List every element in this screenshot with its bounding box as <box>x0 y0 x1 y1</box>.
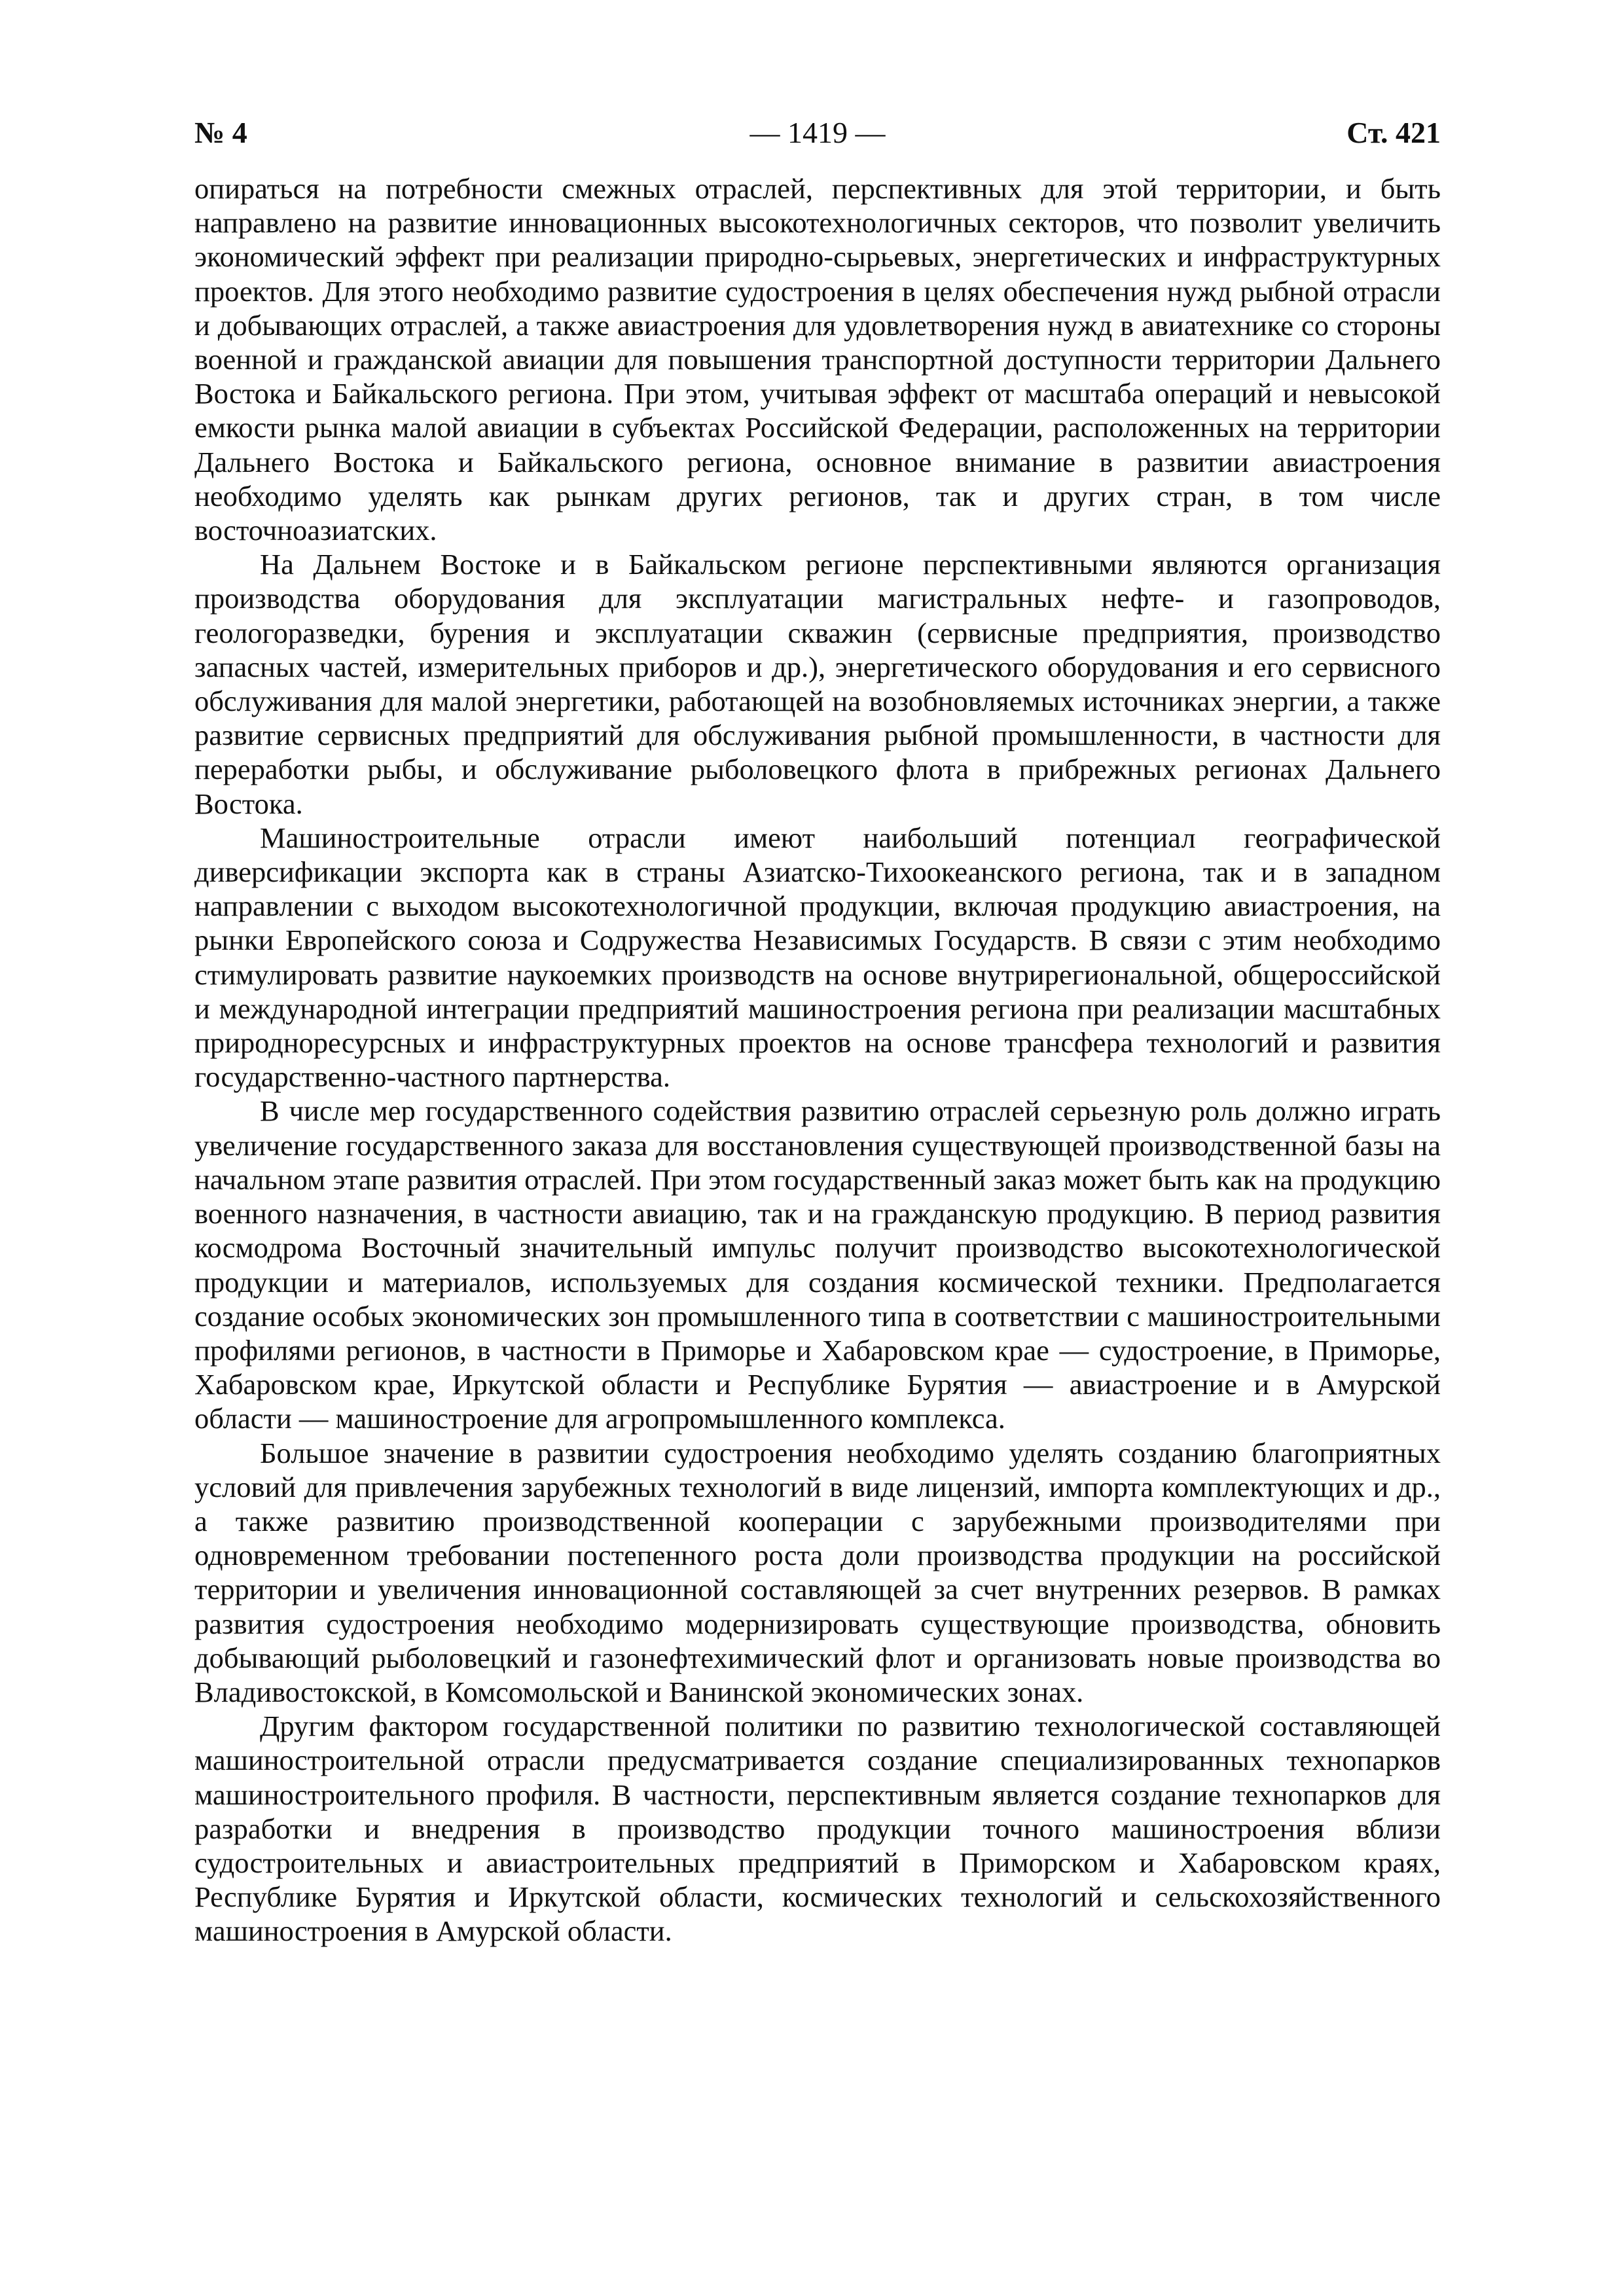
paragraph: Другим фактором государственной политики по развитию технологической составляющей машиностроительной отрасли предусматривается создание специализированных технопарков машиностроительного профиля. В частности, перспективным является создание технопарков для разработки и внедрения в производство продукции точного машиностроения вблизи судостроительных и авиастроительных предприятий в Приморском и Хабаровском краях, Республике Бурятия и Иркутской области, космических технологий и сельскохозяйственного машиностроения в Амурской области. <box>194 1710 1441 1948</box>
document-body <box>194 171 1441 1948</box>
paragraph: Машиностроительные отрасли имеют наибольший потенциал географической диверсификации экспорта как в страны Азиатско-Тихоокеанского региона, так и в западном направлении с выходом высокотехнологичной продукции, включая продукцию авиастроения, на рынки Европейского союза и Содружества Независимых Государств. В связи с этим необходимо стимулировать развитие наукоемких производств на основе внутрирегиональной, общероссийской и международной интеграции предприятий машиностроения региона при реализации масштабных природноресурсных и инфраструктурных проектов на основе трансфера технологий и развития государственно-частного партнерства. <box>194 821 1441 1094</box>
page-number: — 1419 — <box>749 116 886 149</box>
paragraph: В числе мер государственного содействия развитию отраслей серьезную роль должно играть увеличение государственного заказа для восстановления существующей производственной базы на начальном этапе развития отраслей. При этом государственный заказ может быть как на продукцию военного назначения, в частности авиацию, так и на гражданскую продукцию. В период развития космодрома Восточный значительный импульс получит производство высокотехнологической продукции и материалов, используемых для создания космической техники. Предполагается создание особых экономических зон промышленного типа в соответствии с машиностроительными профилями регионов, в частности в Приморье и Хабаровском крае — судостроение, в Приморье, Хабаровском крае, Иркутской области и Республике Бурятия — авиастроение и в Амурской области — машиностроение для агропромышленного комплекса. <box>194 1094 1441 1435</box>
issue-number: № 4 <box>194 116 247 149</box>
paragraph: На Дальнем Востоке и в Байкальском регионе перспективными являются организация производства оборудования для эксплуатации магистральных нефте- и газопроводов, геологоразведки, бурения и эксплуатации скважин (сервисные предприятия, производство запасных частей, измерительных приборов и др.), энергетического оборудования и его сервисного обслуживания для малой энергетики, работающей на возобновляемых источниках энергии, а также развитие сервисных предприятий для обслуживания рыбной промышленности, в частности для переработки рыбы, и обслуживание рыболовецкого флота в прибрежных регионах Дальнего Востока. <box>194 548 1441 820</box>
page-header <box>194 110 1441 156</box>
paragraph: Большое значение в развитии судостроения необходимо уделять созданию благоприятных условий для привлечения зарубежных технологий в виде лицензий, импорта комплектующих и др., а также развитию производственной кооперации с зарубежными производителями при одновременном требовании постепенного роста доли производства продукции на российской территории и увеличения инновационной составляющей за счет внутренних резервов. В рамках развития судостроения необходимо модернизировать существующие производства, обновить добывающий рыболовецкий и газонефтехимический флот и организовать новые производства во Владивостокской, в Комсомольской и Ванинской экономических зонах. <box>194 1436 1441 1708</box>
paragraph: опираться на потребности смежных отраслей, перспективных для этой территории, и быть направлено на развитие инновационных высокотехнологичных секторов, что позволит увеличить экономический эффект при реализации природно-сырьевых, энергетических и инфраструктурных проектов. Для этого необходимо развитие судостроения в целях обеспечения нужд рыбной отрасли и добывающих отраслей, а также авиастроения для удовлетворения нужд в авиатехнике со стороны военной и гражданской авиации для повышения транспортной доступности территории Дальнего Востока и Байкальского региона. При этом, учитывая эффект от масштаба операций и невысокой емкости рынка малой авиации в субъектах Российской Федерации, расположенных на территории Дальнего Востока и Байкальского региона, основное внимание в развитии авиастроения необходимо уделять как рынкам других регионов, так и других стран, в том числе восточноазиатских. <box>194 172 1441 547</box>
article-number: Ст. 421 <box>1346 116 1441 149</box>
